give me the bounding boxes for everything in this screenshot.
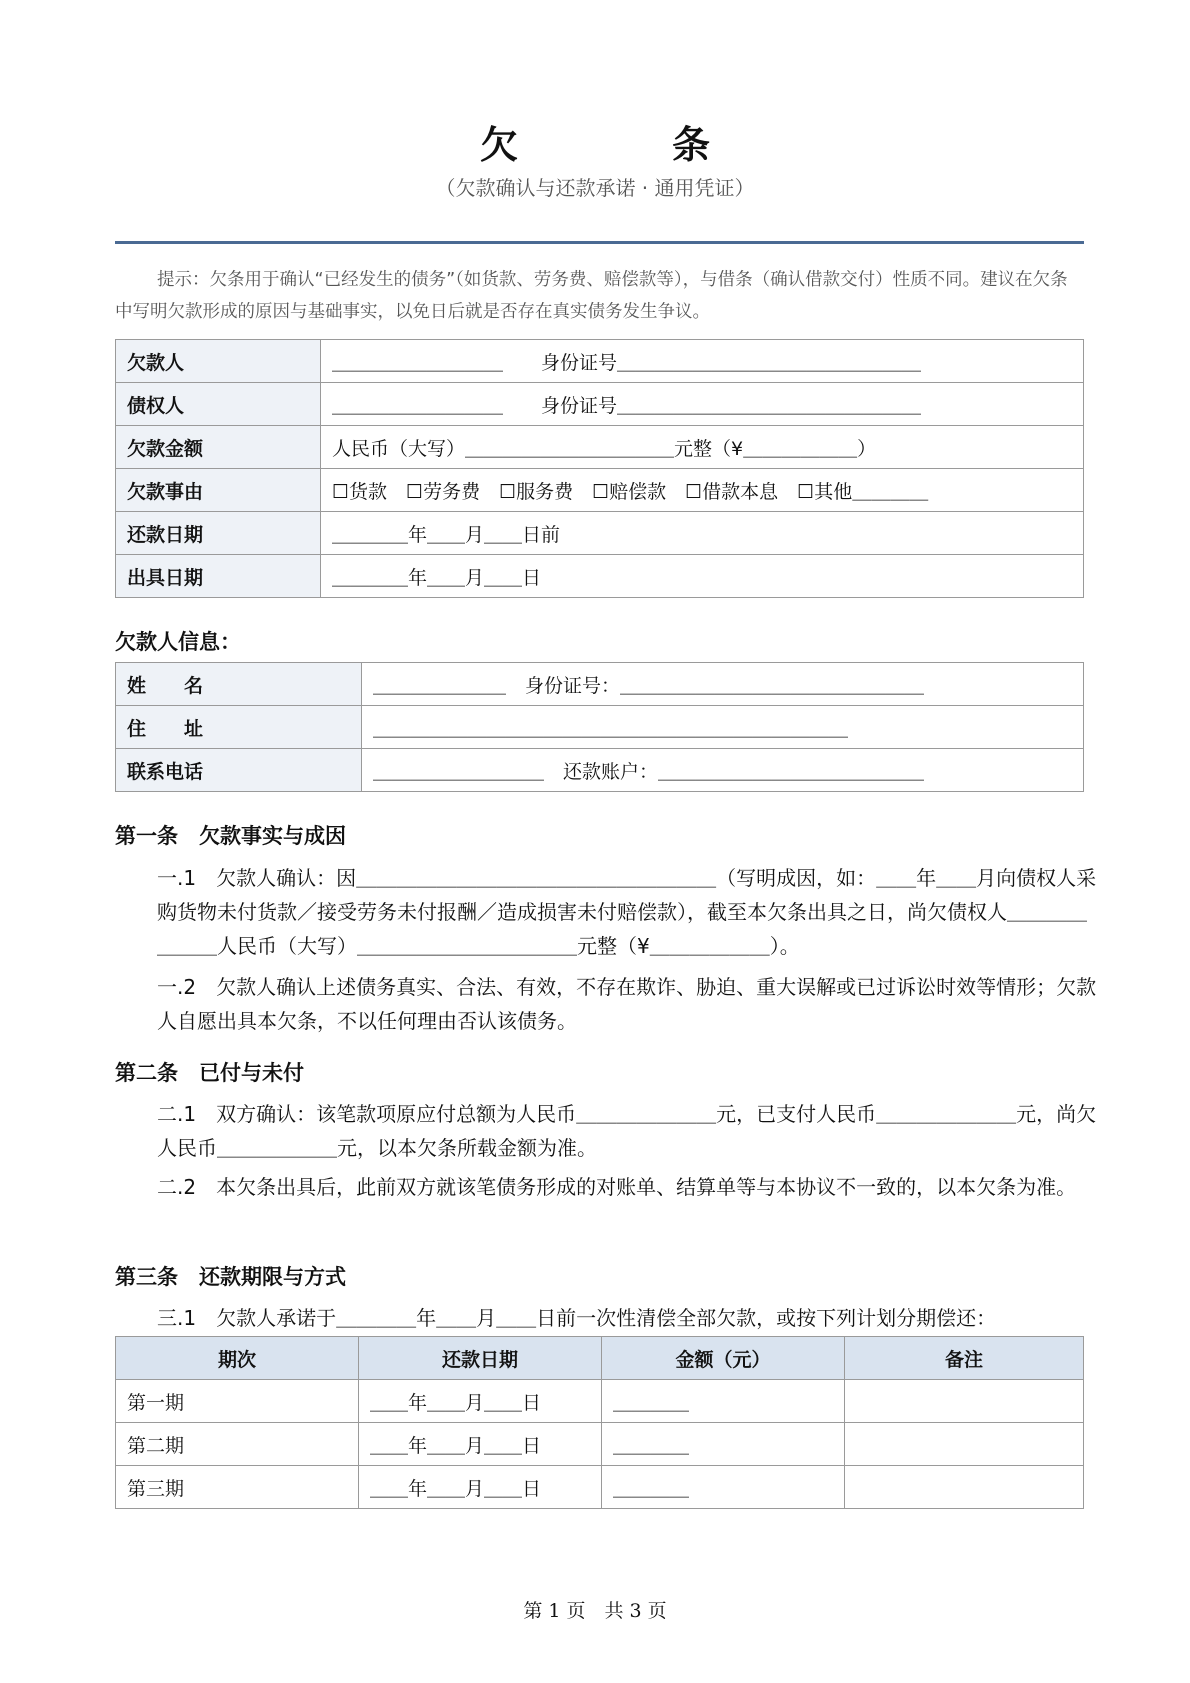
summary-label: 欠款事由 xyxy=(116,469,321,512)
installment-schedule-table xyxy=(115,1336,1084,1509)
summary-label: 出具日期 xyxy=(116,555,321,598)
debtor-info-row xyxy=(116,749,1084,792)
article3-paragraph1: 三.1 欠款人承诺于＿＿＿＿年＿＿月＿＿日前一次性清偿全部欠款，或按下列计划分期偿还： xyxy=(157,1306,997,1330)
debtor-info-row xyxy=(116,663,1084,706)
debtor-info-value: ＿＿＿＿＿＿＿＿＿ 还款账户：＿＿＿＿＿＿＿＿＿＿＿＿＿＿ xyxy=(362,749,1084,792)
schedule-cell: ＿＿＿＿ xyxy=(602,1380,845,1423)
hint-text: 提示：欠条用于确认“已经发生的债务”（如货款、劳务费、赔偿款等），与借条（确认借款交付）性质不同。建议在欠条中写明欠款形成的原因与基础事实，以免日后就是否存在真实债务发生争议。 xyxy=(115,270,1068,322)
summary-row xyxy=(116,512,1084,555)
schedule-cell: ＿＿年＿＿月＿＿日 xyxy=(359,1423,602,1466)
schedule-header-cell: 金额（元） xyxy=(602,1337,845,1380)
article3-heading: 第三条 还款期限与方式 xyxy=(115,1265,346,1289)
article1-heading: 第一条 欠款事实与成因 xyxy=(115,824,346,848)
summary-value: ＿＿＿＿＿＿＿＿＿ 身份证号＿＿＿＿＿＿＿＿＿＿＿＿＿＿＿＿ xyxy=(321,383,1084,426)
debtor-info-table xyxy=(115,662,1084,792)
debtor-info-label: 住 址 xyxy=(116,706,362,749)
article1-paragraph2: 一.2 欠款人确认上述债务真实、合法、有效，不存在欺诈、胁迫、重大误解或已过诉讼时效等情形；欠款人自愿出具本欠条，不以任何理由否认该债务。 xyxy=(157,975,1097,1033)
summary-value: 人民币（大写）＿＿＿＿＿＿＿＿＿＿＿元整（¥＿＿＿＿＿＿） xyxy=(321,426,1084,469)
article2-paragraph2: 二.2 本欠条出具后，此前双方就该笔债务形成的对账单、结算单等与本协议不一致的，以本欠条为准。 xyxy=(157,1175,1077,1199)
schedule-row xyxy=(116,1466,1084,1509)
summary-row xyxy=(116,469,1084,512)
debtor-info-value: ＿＿＿＿＿＿＿＿＿＿＿＿＿＿＿＿＿＿＿＿＿＿＿＿＿ xyxy=(362,706,1084,749)
article1-paragraph1: 一.1 欠款人确认：因＿＿＿＿＿＿＿＿＿＿＿＿＿＿＿＿＿＿（写明成因，如：＿＿年＿＿月向债权人采购货物未付货款／接受劳务未付报酬／造成损害未付赔偿款），截至本欠条出具之日，尚欠债权人＿＿＿＿＿＿＿人民币（大写）＿＿＿＿＿＿＿＿＿＿＿元整（¥＿＿＿＿＿＿）。 xyxy=(157,866,1097,958)
schedule-cell xyxy=(845,1423,1084,1466)
summary-label: 欠款人 xyxy=(116,340,321,383)
article2-heading: 第二条 已付与未付 xyxy=(115,1061,304,1085)
summary-row xyxy=(116,383,1084,426)
page-number-footer: 第 1 页 共 3 页 xyxy=(523,1600,667,1622)
schedule-cell: 第三期 xyxy=(116,1466,359,1509)
schedule-cell: ＿＿＿＿ xyxy=(602,1423,845,1466)
article2-paragraph1: 二.1 双方确认：该笔款项原应付总额为人民币＿＿＿＿＿＿＿元，已支付人民币＿＿＿＿＿＿＿元，尚欠人民币＿＿＿＿＿＿元，以本欠条所载金额为准。 xyxy=(157,1102,1097,1160)
schedule-header-cell: 备注 xyxy=(845,1337,1084,1380)
summary-table xyxy=(115,339,1084,598)
debtor-info-row xyxy=(116,706,1084,749)
summary-value: ＿＿＿＿年＿＿月＿＿日 xyxy=(321,555,1084,598)
schedule-cell: ＿＿＿＿ xyxy=(602,1466,845,1509)
summary-value: ＿＿＿＿＿＿＿＿＿ 身份证号＿＿＿＿＿＿＿＿＿＿＿＿＿＿＿＿ xyxy=(321,340,1084,383)
schedule-cell xyxy=(845,1380,1084,1423)
schedule-row xyxy=(116,1423,1084,1466)
schedule-cell: ＿＿年＿＿月＿＿日 xyxy=(359,1380,602,1423)
summary-row xyxy=(116,555,1084,598)
schedule-cell xyxy=(845,1466,1084,1509)
summary-value: ＿＿＿＿年＿＿月＿＿日前 xyxy=(321,512,1084,555)
schedule-row xyxy=(116,1380,1084,1423)
title-divider xyxy=(115,241,1084,244)
debtor-info-heading: 欠款人信息： xyxy=(115,630,241,654)
document-title: 欠 条 xyxy=(479,123,768,167)
schedule-header-cell: 期次 xyxy=(116,1337,359,1380)
summary-value: ☐货款 ☐劳务费 ☐服务费 ☐赔偿款 ☐借款本息 ☐其他＿＿＿＿ xyxy=(321,469,1084,512)
schedule-cell: 第一期 xyxy=(116,1380,359,1423)
document-subtitle: （欠款确认与还款承诺 · 通用凭证） xyxy=(435,176,755,200)
schedule-cell: ＿＿年＿＿月＿＿日 xyxy=(359,1466,602,1509)
debtor-info-value: ＿＿＿＿＿＿＿ 身份证号：＿＿＿＿＿＿＿＿＿＿＿＿＿＿＿＿ xyxy=(362,663,1084,706)
debtor-info-label: 联系电话 xyxy=(116,749,362,792)
summary-label: 债权人 xyxy=(116,383,321,426)
schedule-header-row xyxy=(116,1337,1084,1380)
schedule-header-cell: 还款日期 xyxy=(359,1337,602,1380)
debtor-info-label: 姓 名 xyxy=(116,663,362,706)
summary-row xyxy=(116,426,1084,469)
summary-row xyxy=(116,340,1084,383)
summary-label: 还款日期 xyxy=(116,512,321,555)
schedule-cell: 第二期 xyxy=(116,1423,359,1466)
summary-label: 欠款金额 xyxy=(116,426,321,469)
